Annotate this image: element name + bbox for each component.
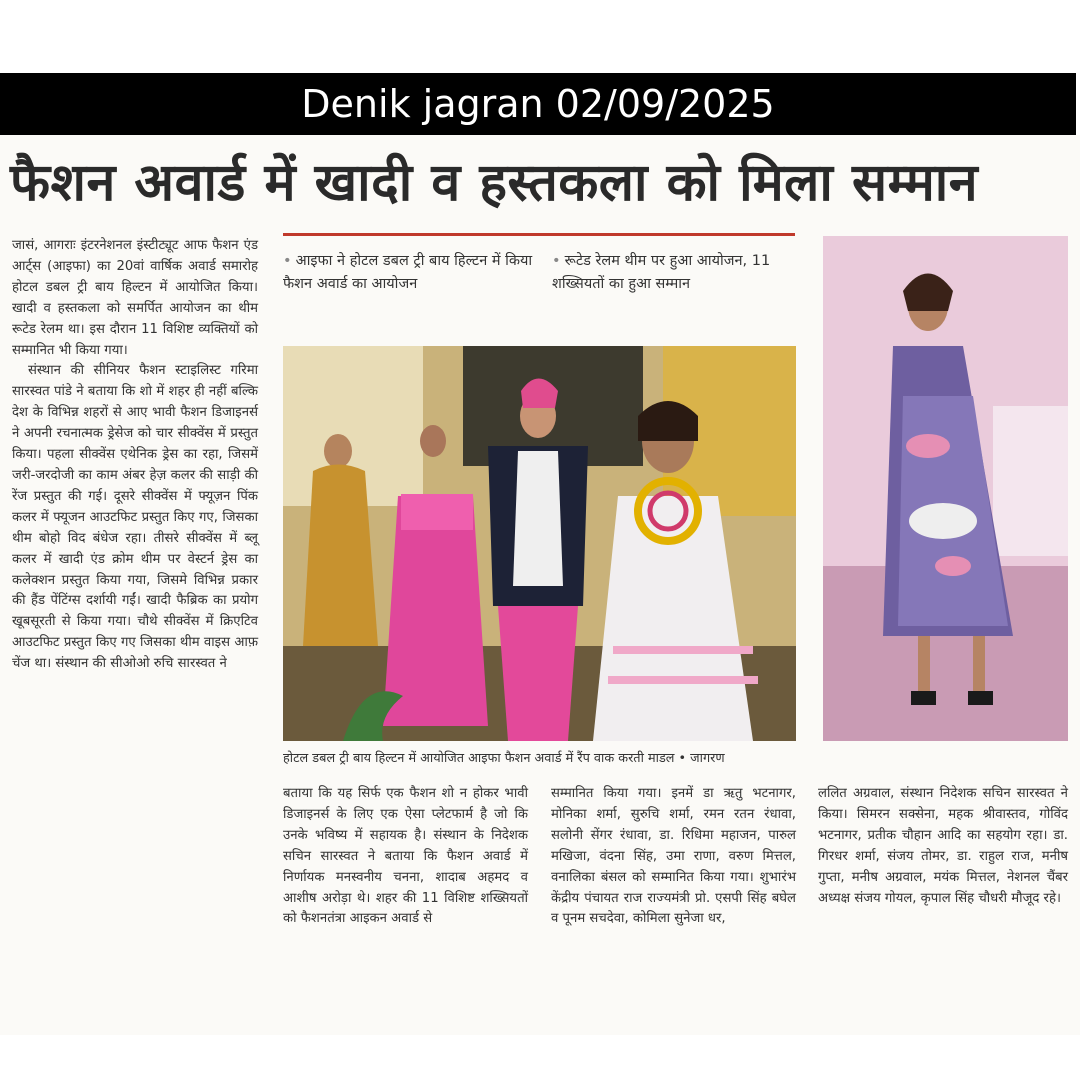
article-column-2 [283, 784, 528, 930]
photo-illustration [823, 236, 1068, 741]
runway-model-photo [823, 236, 1068, 741]
section-rule [283, 233, 795, 236]
article-paragraph: सम्मानित किया गया। इनमें डा ऋतु भटनागर, मोनिका शर्मा, सुरुचि शर्मा, रमन रतन रंधावा, सलोनी सेंगर रंधावा, डा. रिधिमा महाजन, पारुल मखिजा, वंदना सिंह, उमा राणा, वरुण मित्तल, वनालिका बंसल को सम्मानित किया गया। शुभारंभ केंद्रीय पंचायत राज राज्यमंत्री प्रो. एसपी सिंह बघेल व पूनम सचदेवा, कोमिला सुनेजा धर, [551, 786, 796, 927]
photo-illustration [283, 346, 796, 741]
highlight-text: रूटेड रेलम थीम पर हुआ आयोजन, 11 शख्सियतों का हुआ सम्मान [552, 253, 771, 292]
bullet-icon: • [552, 253, 561, 269]
article-column-3 [551, 784, 796, 930]
runway-models-photo [283, 346, 796, 741]
highlight-text: आइफा ने होटल डबल ट्री बाय हिल्टन में किया फैशन अवार्ड का आयोजन [283, 253, 533, 292]
article-column-1 [12, 236, 258, 675]
photo-caption: होटल डबल ट्री बाय हिल्टन में आयोजित आइफा फैशन अवार्ड में रैंप वाक करती माडल • जागरण [283, 751, 725, 766]
article-paragraph: बताया कि यह सिर्फ एक फैशन शो न होकर भावी डिजाइनर्स के लिए एक ऐसा प्लेटफार्म है जो कि उनके भविष्य में सहायक है। संस्थान के निदेशक सचिन सारस्वत ने बताया कि फैशन अवार्ड में निर्णायक मनस्वनीय चनना, शादाब अहमद व आशीष अरोड़ा थे। शहर की 11 विशिष्ट शख्सियतों को फैशनतंत्रा आइकन अवार्ड से [283, 786, 528, 927]
article-column-4 [818, 784, 1068, 909]
highlight-1 [283, 250, 533, 296]
article-paragraph: संस्थान की सीनियर फैशन स्टाइलिस्ट गरिमा सारस्वत पांडे ने बताया कि शो में शहर ही नहीं बल्कि देश के विभिन्न शहरों से आए भावी फैशन डिजाइनर्स ने अपनी रचनात्मक ड्रेसेज को चार सीक्वेंस में प्रस्तुत किया। पहला सीक्वेंस एथेनिक ड्रेस का रहा, जिसमें जरी-जरदोजी का काम अंबर हेज़ कलर की साड़ी की रेंज प्रस्तुत की गई। दूसरे सीक्वेंस में फ्यूज़न पिंक कलर में फ्यूजन आउटफिट प्रस्तुत किए गए, जिसका थीम बोहो विद बंधेज रहा। तीसरे सीक्वेंस में ब्लू कलर में खादी एंड क्रोम थीम पर वेस्टर्न ड्रेस का कलेक्शन प्रस्तुत किया गया, जिसमे विभिन्न प्रकार की हैंड पेंटिंग्स दर्शायी गईं। खादी फैब्रिक का प्रयोग खूबसूरती से किया गया। चौथे सीक्वेंस में क्रिएटिव आउटफिट प्रस्तुत किए गए जिसका थीम वाइस आफ़ चेंज था। संस्थान की सीओओ रुचि सारस्वत ने [12, 363, 258, 672]
bullet-icon: • [283, 253, 292, 269]
highlight-2 [552, 250, 792, 296]
headline: फैशन अवार्ड में खादी व हस्तकला को मिला सम्मान [10, 153, 979, 213]
date-banner: Denik jagran 02/09/2025 [0, 73, 1076, 135]
article-paragraph: जासं, आगराः इंटरनेशनल इंस्टीट्यूट आफ फैशन एंड आर्ट्स (आइफा) का 20वां वार्षिक अवार्ड समारोह होटल डबल ट्री बाय हिल्टन में आयोजित किया। खादी व हस्तकला को समर्पित आयोजन का थीम रूटेड रेलम था। इस दौरान 11 विशिष्ट व्यक्तियों को सम्मानित भी किया गया। [12, 238, 258, 358]
article-paragraph: ललित अग्रवाल, संस्थान निदेशक सचिन सारस्वत ने किया। सिमरन सक्सेना, महक श्रीवास्तव, गोविंद भटनागर, प्रतीक चौहान आदि का सहयोग रहा। डा. गिरधर शर्मा, संजय तोमर, डा. राहुल राज, मनीष गुप्ता, मनीष अग्रवाल, मयंक मित्तल, नेशनल चैंबर अध्यक्ष संजय गोयल, कृपाल सिंह चौधरी मौजूद रहे। [818, 786, 1068, 906]
